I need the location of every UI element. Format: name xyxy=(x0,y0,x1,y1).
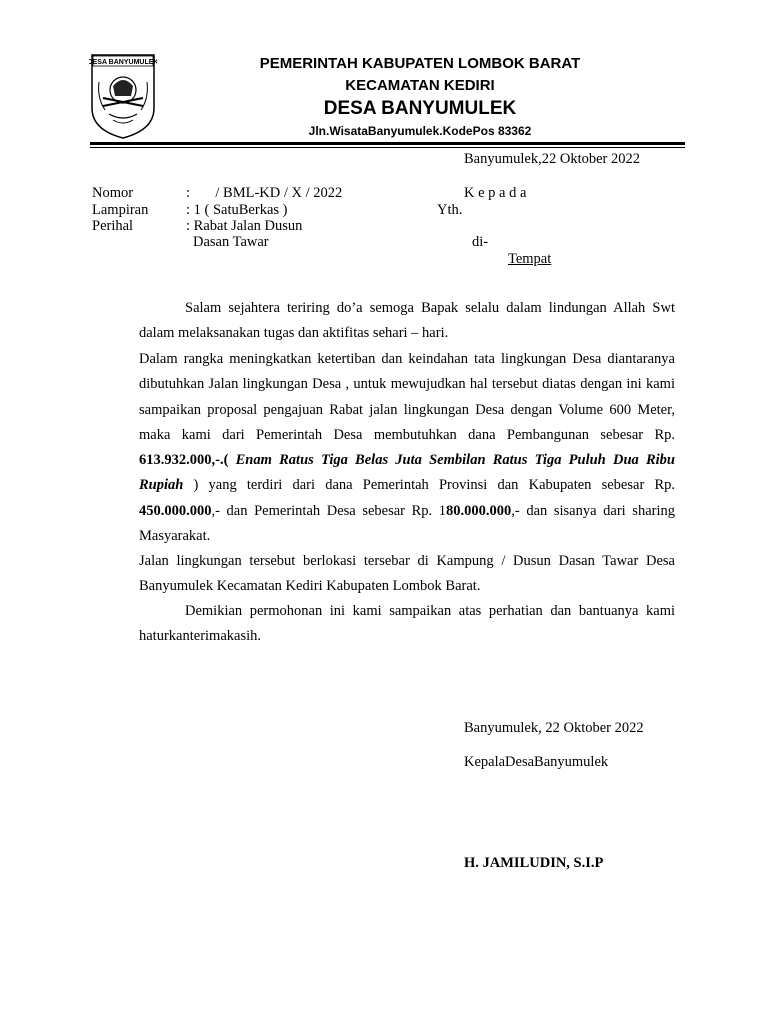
recipient-tempat: Tempat xyxy=(508,251,552,267)
perihal-label: Perihal xyxy=(92,218,134,234)
perihal-value-cont: Dasan Tawar xyxy=(193,234,269,250)
body-paragraph-location: Jalan lingkungan tersebut berlokasi tersebar di Kampung / Dusun Dasan Tawar Desa Banyumulek Kecamatan Kediri Kabupaten Lombok Barat. xyxy=(139,553,675,595)
lampiran-label: Lampiran xyxy=(92,202,149,218)
letter-date: Banyumulek,22 Oktober 2022 xyxy=(464,151,640,167)
signature-name: H. JAMILUDIN, S.I.P xyxy=(464,855,604,871)
recipient-kepada: K e p a d a xyxy=(464,185,527,201)
request-amount-village: 80.000.000 xyxy=(446,502,512,519)
request-text-4: ,- dan sisanya dari sharing Masyarakat. xyxy=(139,502,675,545)
perihal-value: : Rabat Jalan Dusun xyxy=(186,218,303,234)
svg-text:DESA BANYUMULEK: DESA BANYUMULEK xyxy=(89,59,157,66)
nomor-label: Nomor xyxy=(92,185,134,201)
request-text-1: Dalam rangka meningkatkan ketertiban dan keindahan tata lingkungan Desa diantaranya dibutuhkan Jalan lingkungan Desa , untuk mewujudkan hal tersebut diatas dengan ini kami sampaikan proposal pengajuan Rabat jalan lingkungan Desa dengan Volume 600 Meter, maka kami dari Pemerintah Desa membutuhkan dana Pembangunan sebesar Rp. xyxy=(139,351,675,443)
body-paragraph-request xyxy=(139,347,675,549)
header-rule-thin xyxy=(90,147,685,148)
signature-place-date: Banyumulek, 22 Oktober 2022 xyxy=(464,720,644,736)
body-paragraph-greeting: Salam sejahtera teriring do’a semoga Bapak selalu dalam lindungan Allah Swt dalam melaksanakan tugas dan aktifitas sehari – hari. xyxy=(139,300,675,342)
recipient-di: di- xyxy=(472,234,489,250)
request-amount-province: 450.000.000 xyxy=(139,502,212,519)
request-text-2: ) yang terdiri dari dana Pemerintah Provinsi dan Kabupaten sebesar Rp. xyxy=(183,477,675,494)
letterhead-district: KECAMATAN KEDIRI xyxy=(345,77,495,94)
signature-title: KepalaDesaBanyumulek xyxy=(464,754,609,770)
lampiran-value: : 1 ( SatuBerkas ) xyxy=(186,202,288,218)
request-amount-words: Enam Ratus Tiga Belas Juta Sembilan Ratus Tiga Puluh Dua Ribu Rupiah xyxy=(139,452,675,494)
request-text-3: ,- dan Pemerintah Desa sebesar Rp. 1 xyxy=(211,502,447,519)
letterhead-address: Jln.WisataBanyumulek.KodePos 83362 xyxy=(308,124,532,138)
request-amount-total: 613.932.000,-.( xyxy=(139,452,229,469)
body-paragraph-closing: Demikian permohonan ini kami sampaikan atas perhatian dan bantuanya kami haturkanterimakasih. xyxy=(139,603,675,645)
letterhead-village: DESA BANYUMULEK xyxy=(323,98,517,119)
village-logo xyxy=(89,52,157,140)
letterhead-government: PEMERINTAH KABUPATEN LOMBOK BARAT xyxy=(259,55,581,72)
recipient-yth: Yth. xyxy=(437,202,463,218)
nomor-value: : / BML-KD / X / 2022 xyxy=(186,185,343,201)
header-rule-thick xyxy=(90,142,685,145)
